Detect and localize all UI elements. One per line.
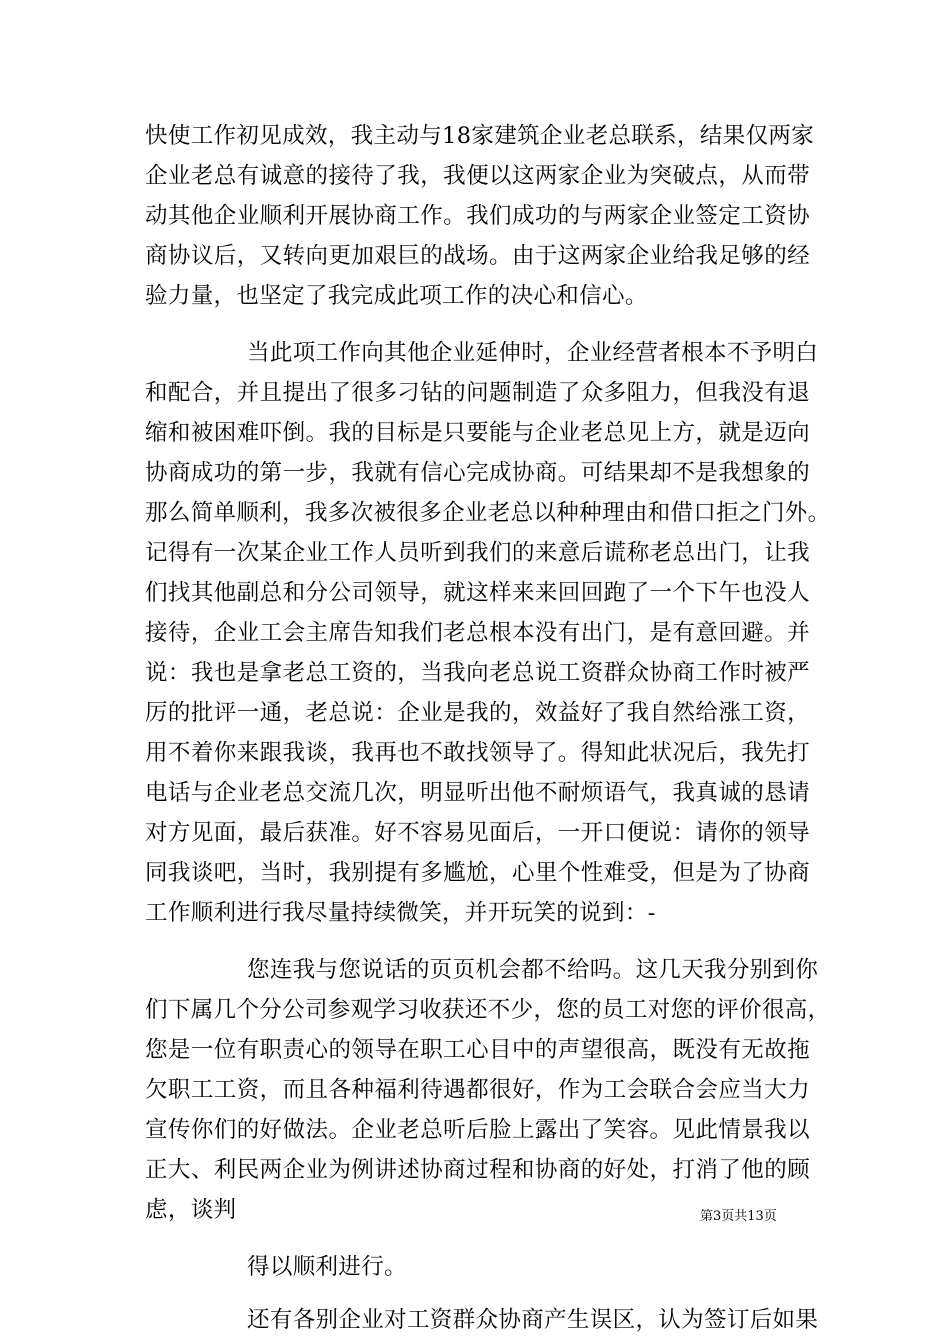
paragraph-start-line: 得以顺利进行。 bbox=[247, 1254, 407, 1280]
text-line: 和配合，并且提出了很多刁钻的问题制造了众多阻力，但我没有退 bbox=[145, 380, 810, 406]
text-line: 同我谈吧，当时，我别提有多尴尬，心里个性难受，但是为了协商 bbox=[145, 860, 810, 886]
text-line: 正大、利民两企业为例讲述协商过程和协商的好处，打消了他的顾 bbox=[145, 1157, 810, 1183]
text-line: 协商成功的第一步，我就有信心完成协商。可结果却不是我想象的 bbox=[145, 460, 810, 486]
text-line: 宣传你们的好做法。企业老总听后脸上露出了笑容。见此情景我以 bbox=[145, 1117, 810, 1143]
text-line: 工作顺利进行我尽量持续微笑，并开玩笑的说到：- bbox=[145, 900, 656, 926]
text-line: 电话与企业老总交流几次，明显听出他不耐烦语气，我真诚的恳请 bbox=[145, 780, 810, 806]
paragraph-start-line: 当此项工作向其他企业延伸时，企业经营者根本不予明白 bbox=[247, 340, 819, 366]
text-line: 企业老总有诚意的接待了我，我便以这两家企业为突破点，从而带 bbox=[145, 163, 810, 189]
page-number-footer: 第3页共13页 bbox=[700, 1209, 777, 1224]
text-line: 您是一位有职责心的领导在职工心目中的声望很高，既没有无故拖 bbox=[145, 1037, 810, 1063]
text-line: 用不着你来跟我谈，我再也不敢找领导了。得知此状况后，我先打 bbox=[145, 740, 810, 766]
text-line: 们下属几个分公司参观学习收获还不少，您的员工对您的评价很高， bbox=[145, 997, 831, 1023]
text-line: 说：我也是拿老总工资的，当我向老总说工资群众协商工作时被严 bbox=[145, 660, 810, 686]
text-line: 接待，企业工会主席告知我们老总根本没有出门，是有意回避。并 bbox=[145, 620, 810, 646]
text-line: 动其他企业顺利开展协商工作。我们成功的与两家企业签定工资协 bbox=[145, 203, 810, 229]
text-line: 验力量，也坚定了我完成此项工作的决心和信心。 bbox=[145, 283, 648, 309]
text-line: 商协议后，又转向更加艰巨的战场。由于这两家企业给我足够的经 bbox=[145, 243, 810, 269]
text-line: 记得有一次某企业工作人员听到我们的来意后谎称老总出门，让我 bbox=[145, 540, 810, 566]
text-line: 对方见面，最后获准。好不容易见面后，一开口便说：请你的领导 bbox=[145, 820, 810, 846]
text-line: 欠职工工资，而且各种福利待遇都很好，作为工会联合会应当大力 bbox=[145, 1077, 810, 1103]
text-line: 缩和被困难吓倒。我的目标是只要能与企业老总见上方，就是迈向 bbox=[145, 420, 810, 446]
text-line: 虑，谈判 bbox=[145, 1197, 237, 1223]
text-line: 们找其他副总和分公司领导，就这样来来回回跑了一个下午也没人 bbox=[145, 580, 810, 606]
text-line: 厉的批评一通，老总说：企业是我的，效益好了我自然给涨工资， bbox=[145, 700, 810, 726]
text-line: 那么简单顺利，我多次被很多企业老总以种种理由和借口拒之门外。 bbox=[145, 500, 831, 526]
text-line: 快使工作初见成效，我主动与18家建筑企业老总联系，结果仅两家 bbox=[145, 123, 815, 149]
paragraph-start-line: 您连我与您说话的页页机会都不给吗。这几天我分别到你 bbox=[247, 957, 819, 983]
paragraph-start-line: 还有各别企业对工资群众协商产生误区，认为签订后如果 bbox=[247, 1307, 819, 1333]
